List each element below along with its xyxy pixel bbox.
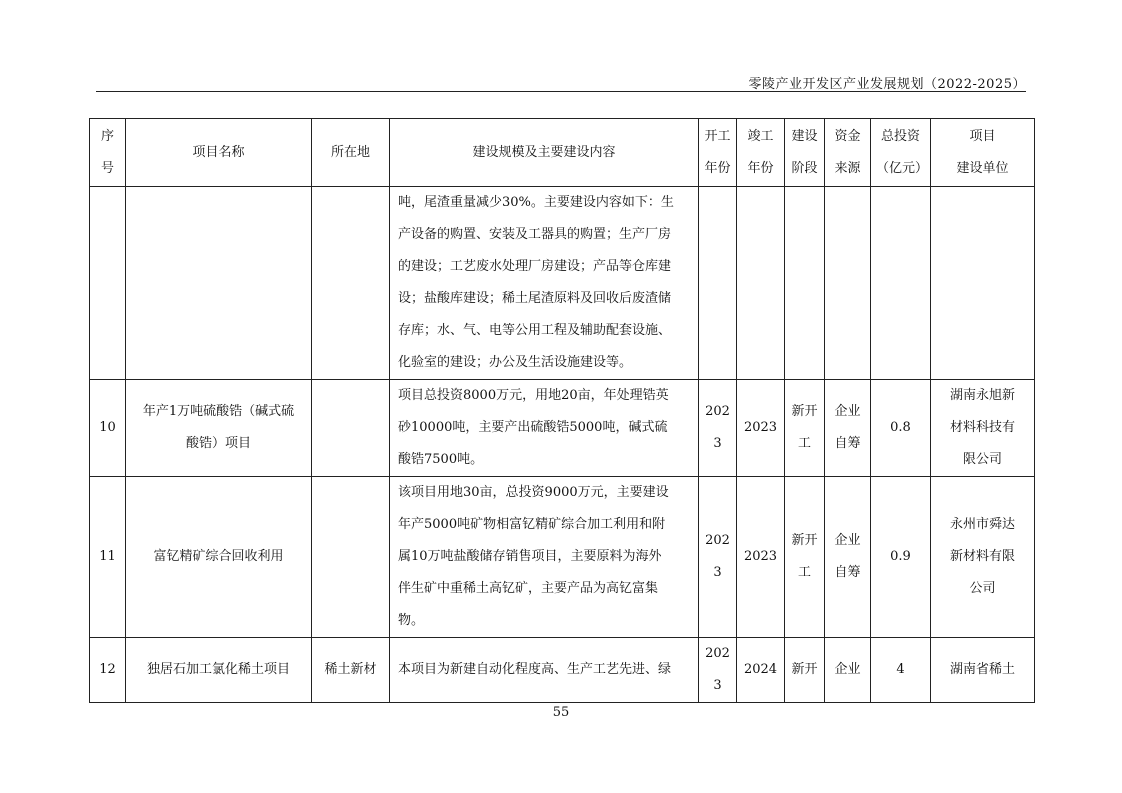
column-header-no: 序 号 [90, 119, 126, 187]
cell-company [931, 187, 1035, 380]
column-header-investment: 总投资 （亿元） [871, 119, 931, 187]
cell-name: 富钇精矿综合回收利用 [126, 477, 312, 638]
cell-stage: 新开 工 [785, 380, 825, 477]
page-number: 55 [552, 705, 570, 720]
table-row-10 [90, 380, 1035, 477]
cell-end-year: 2024 [737, 638, 785, 703]
cell-no: 10 [90, 380, 126, 477]
cell-stage [785, 187, 825, 380]
cell-content: 项目总投资8000万元，用地20亩，年处理锆英 砂10000吨，主要产出硫酸锆5000吨，碱式硫 酸锆7500吨。 [390, 380, 699, 477]
cell-location [312, 380, 390, 477]
cell-investment: 4 [871, 638, 931, 703]
cell-no: 11 [90, 477, 126, 638]
cell-company: 永州市舜达 新材料有限 公司 [931, 477, 1035, 638]
cell-company: 湖南省稀土 [931, 638, 1035, 703]
cell-end-year: 2023 [737, 380, 785, 477]
cell-content: 吨，尾渣重量减少30%。主要建设内容如下：生 产设备的购置、安装及工器具的购置；生产厂房 的建设；工艺废水处理厂房建设；产品等仓库建 设；盐酸库建设；稀土尾渣原料及回收后废渣储 存库；水、气、电等公用工程及辅助配套设施、 化验室的建设；办公及生活设施建设等。 [390, 187, 699, 380]
cell-investment [871, 187, 931, 380]
cell-content: 该项目用地30亩，总投资9000万元，主要建设 年产5000吨矿物相富钇精矿综合加工利用和附 属10万吨盐酸储存销售项目，主要原料为海外 伴生矿中重稀土高钇矿，主要产品为高钇富集 物。 [390, 477, 699, 638]
cell-company: 湖南永旭新 材料科技有 限公司 [931, 380, 1035, 477]
table-row-continued [90, 187, 1035, 380]
cell-location [312, 187, 390, 380]
cell-funding: 企业 [825, 638, 871, 703]
header-rule [96, 91, 1026, 92]
cell-no: 12 [90, 638, 126, 703]
cell-name [126, 187, 312, 380]
cell-name: 独居石加工氯化稀土项目 [126, 638, 312, 703]
column-header-funding: 资金 来源 [825, 119, 871, 187]
cell-no [90, 187, 126, 380]
cell-stage: 新开 [785, 638, 825, 703]
column-header-content: 建设规模及主要建设内容 [390, 119, 699, 187]
table-row-12 [90, 638, 1035, 703]
project-table [89, 118, 1035, 703]
cell-content: 本项目为新建自动化程度高、生产工艺先进、绿 [390, 638, 699, 703]
column-header-name: 项目名称 [126, 119, 312, 187]
cell-investment: 0.8 [871, 380, 931, 477]
cell-location [312, 477, 390, 638]
cell-funding [825, 187, 871, 380]
column-header-stage: 建设 阶段 [785, 119, 825, 187]
cell-funding: 企业 自筹 [825, 477, 871, 638]
cell-end-year [737, 187, 785, 380]
cell-start-year: 2023 [699, 380, 737, 477]
cell-name: 年产1万吨硫酸锆（碱式硫 酸锆）项目 [126, 380, 312, 477]
cell-start-year: 2023 [699, 638, 737, 703]
column-header-start-year: 开工 年份 [699, 119, 737, 187]
column-header-end-year: 竣工 年份 [737, 119, 785, 187]
table-row-11 [90, 477, 1035, 638]
cell-investment: 0.9 [871, 477, 931, 638]
cell-stage: 新开 工 [785, 477, 825, 638]
table-header [90, 119, 1035, 187]
cell-start-year [699, 187, 737, 380]
cell-start-year: 2023 [699, 477, 737, 638]
column-header-location: 所在地 [312, 119, 390, 187]
running-header: 零陵产业开发区产业发展规划（2022-2025） [748, 77, 1026, 92]
cell-end-year: 2023 [737, 477, 785, 638]
cell-funding: 企业 自筹 [825, 380, 871, 477]
cell-location: 稀土新材 [312, 638, 390, 703]
column-header-company: 项目 建设单位 [931, 119, 1035, 187]
